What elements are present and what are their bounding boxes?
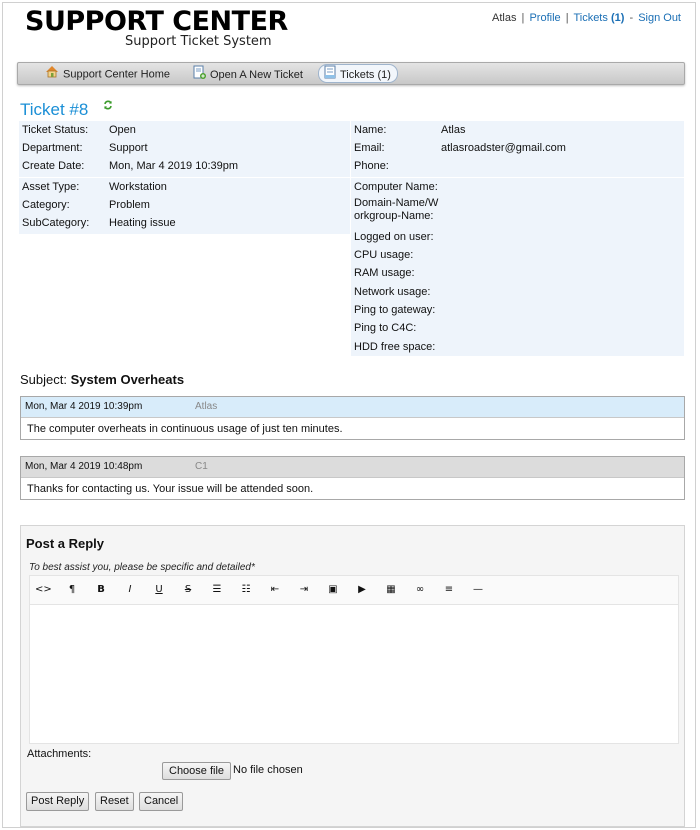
html-icon[interactable]: <>: [35, 584, 52, 595]
tickets-icon: [324, 65, 336, 85]
user-bar: [492, 12, 681, 24]
link-icon[interactable]: ∞: [415, 584, 425, 595]
choose-file-button[interactable]: Choose file: [162, 762, 231, 780]
ticket-info-right-bottom: Computer Name: Domain-Name/W orkgroup-Name: Logged on user: CPU usage: RAM usage: Network usage: Ping to gateway: Ping to C4C: HDD free space:: [351, 178, 684, 356]
thread-message: The computer overheats in continuous usage of just ten minutes.: [21, 417, 684, 439]
thread-author: Atlas: [195, 401, 218, 412]
paragraph-icon[interactable]: ¶: [68, 584, 76, 595]
nav-label: Support Center Home: [63, 68, 170, 81]
user-name: Atlas: [492, 12, 517, 24]
attachments-label: Attachments:: [27, 748, 92, 760]
ordered-list-icon[interactable]: ☷: [241, 584, 251, 595]
bold-icon[interactable]: B: [97, 584, 105, 595]
main-nav: [17, 62, 685, 85]
thread-message: Thanks for contacting us. Your issue will be attended soon.: [21, 477, 684, 499]
new-ticket-icon: [193, 65, 206, 85]
thread-entry: [20, 396, 685, 440]
separator: -: [629, 12, 634, 24]
thread-entry: [20, 456, 685, 500]
indent-icon[interactable]: ⇥: [299, 584, 309, 595]
nav-label: Open A New Ticket: [210, 68, 303, 81]
horizontal-rule-icon[interactable]: —: [473, 584, 483, 595]
underline-icon[interactable]: U: [155, 584, 163, 595]
unordered-list-icon[interactable]: ☰: [212, 584, 222, 595]
strikethrough-icon[interactable]: S: [184, 584, 192, 595]
thread-author: C1: [195, 461, 208, 472]
thread-date: Mon, Mar 4 2019 10:48pm: [25, 461, 143, 472]
reset-button[interactable]: Reset: [95, 792, 134, 811]
cancel-button[interactable]: Cancel: [139, 792, 183, 811]
separator: |: [521, 12, 525, 24]
logo-subtitle: Support Ticket System: [125, 34, 272, 49]
align-icon[interactable]: ≡: [444, 584, 454, 595]
separator: |: [565, 12, 569, 24]
reply-hint: To best assist you, please be specific and detailed*: [29, 562, 255, 573]
tickets-count: (1): [610, 12, 625, 24]
profile-link[interactable]: Profile: [529, 12, 561, 24]
tickets-link[interactable]: Tickets (1): [573, 12, 625, 24]
ticket-info-left-bottom: Asset Type: Workstation Category: Problem SubCategory: Heating issue: [19, 178, 350, 234]
image-icon[interactable]: ▣: [328, 584, 338, 595]
ticket-info-left-top: Ticket Status: Open Department: Support Create Date: Mon, Mar 4 2019 10:39pm: [19, 121, 350, 177]
table-icon[interactable]: ▦: [386, 584, 396, 595]
nav-label: Tickets (1): [340, 68, 391, 81]
thread-date: Mon, Mar 4 2019 10:39pm: [25, 401, 143, 412]
ticket-title: Ticket #8: [20, 100, 89, 119]
reply-title: Post a Reply: [26, 536, 105, 551]
refresh-icon[interactable]: [103, 100, 113, 113]
ticket-subject: [20, 372, 184, 387]
nav-item-new-ticket[interactable]: [188, 65, 309, 82]
italic-icon[interactable]: I: [128, 584, 132, 595]
required-mark: *: [251, 562, 255, 573]
file-status: No file chosen: [233, 764, 303, 776]
reply-editor[interactable]: [29, 604, 679, 744]
logo-title[interactable]: SUPPORT CENTER: [25, 6, 288, 37]
editor-toolbar: [29, 575, 679, 604]
nav-item-tickets[interactable]: [318, 64, 398, 83]
thread-entry-header: [21, 397, 684, 417]
nav-item-home[interactable]: [40, 65, 176, 82]
home-icon: [45, 65, 59, 84]
subject-label: Subject:: [20, 372, 67, 387]
ticket-info-right-top: Name: Atlas Email: atlasroadster@gmail.com Phone:: [351, 121, 684, 177]
signout-link[interactable]: Sign Out: [638, 12, 681, 24]
reply-form: [20, 525, 685, 827]
post-reply-button[interactable]: Post Reply: [26, 792, 89, 811]
outdent-icon[interactable]: ⇤: [270, 584, 280, 595]
video-icon[interactable]: ▶: [358, 584, 366, 595]
page-frame: [2, 2, 696, 828]
thread-entry-header: [21, 457, 684, 477]
subject-value: System Overheats: [70, 372, 185, 387]
